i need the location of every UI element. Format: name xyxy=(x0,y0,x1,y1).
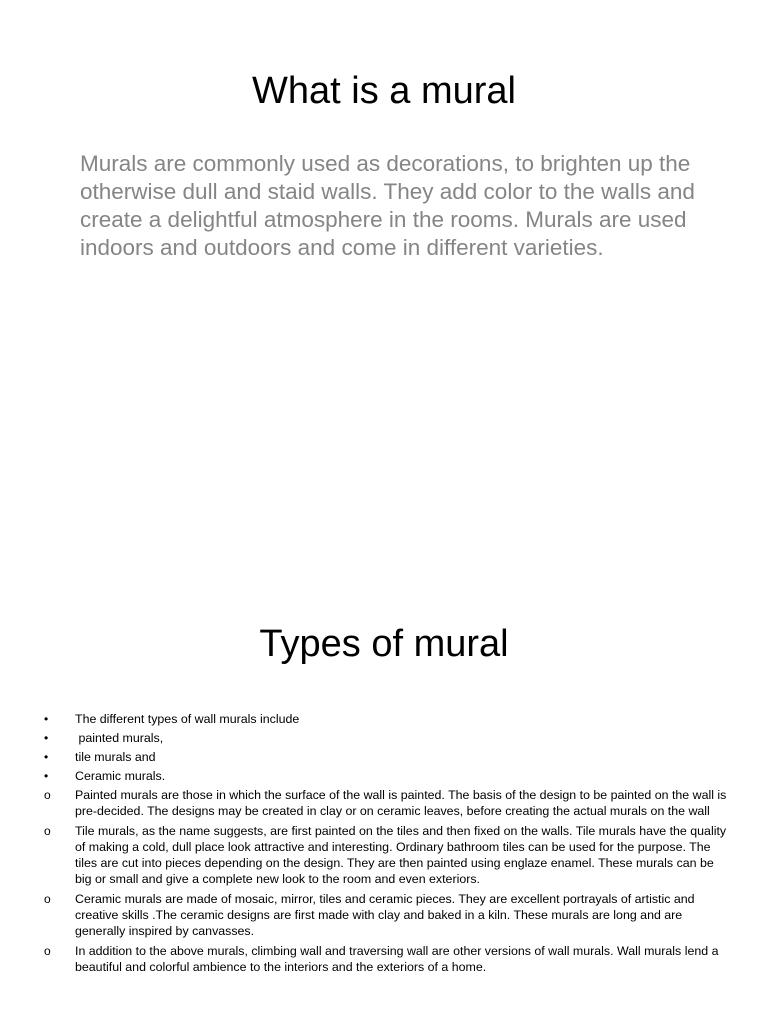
slide-body-text: Murals are commonly used as decorations, to brighten up the otherwise dull and staid walls. They add color to the walls and create a delightful atmosphere in the rooms. Murals are used indoors and outdoors and come in different varieties. xyxy=(80,151,695,260)
list-item xyxy=(0,711,768,727)
list-item-text: The different types of wall murals include xyxy=(75,712,300,726)
circle-marker: o xyxy=(44,788,51,802)
list-item xyxy=(0,823,768,887)
list-item xyxy=(0,787,768,819)
bullet-marker: • xyxy=(44,750,49,764)
circle-marker: o xyxy=(44,892,51,906)
list-item xyxy=(0,943,768,975)
slide-title: Types of mural xyxy=(259,623,509,665)
slide-title: What is a mural xyxy=(252,70,516,112)
list-item-text: Tile murals, as the name suggests, are first painted on the tiles and then fixed on the walls. Tile murals have the quality of making a cold, dull place look attractive and interesting. Ordinary bathroom tiles can be used for the purpose. The tiles are cut into pieces depending on the design. They are then painted using englaze enamel. These murals can be big or small and give a complete new look to the room and even exteriors. xyxy=(75,824,727,886)
list-item-text: Painted murals are those in which the surface of the wall is painted. The basis of the design to be painted on the wall is pre-decided. The designs may be created in clay or on ceramic leaves, before creating the actual murals on the wall xyxy=(75,788,727,818)
circle-marker: o xyxy=(44,944,51,958)
mural-types-list xyxy=(0,711,768,979)
bullet-marker: • xyxy=(44,731,49,745)
list-item xyxy=(0,749,768,765)
list-item-text: Ceramic murals are made of mosaic, mirror, tiles and ceramic pieces. They are excellent portrayals of artistic and creative skills .The ceramic designs are first made with clay and baked in a kiln. These murals are long and are generally inspired by canvasses. xyxy=(75,892,695,938)
list-item xyxy=(0,891,768,939)
list-item-text: Ceramic murals. xyxy=(75,769,166,783)
bullet-marker: • xyxy=(44,712,49,726)
circle-marker: o xyxy=(44,824,51,838)
list-item xyxy=(0,768,768,784)
slide-what-is-a-mural xyxy=(0,0,768,500)
list-item xyxy=(0,730,768,746)
slide-types-of-mural xyxy=(0,600,768,1024)
list-item-text: In addition to the above murals, climbing wall and traversing wall are other versions of wall murals. Wall murals lend a beautiful and colorful ambience to the interiors and the exteriors of a home. xyxy=(75,944,719,974)
list-item-text: painted murals, xyxy=(75,731,164,745)
bullet-marker: • xyxy=(44,769,49,783)
list-item-text: tile murals and xyxy=(75,750,156,764)
